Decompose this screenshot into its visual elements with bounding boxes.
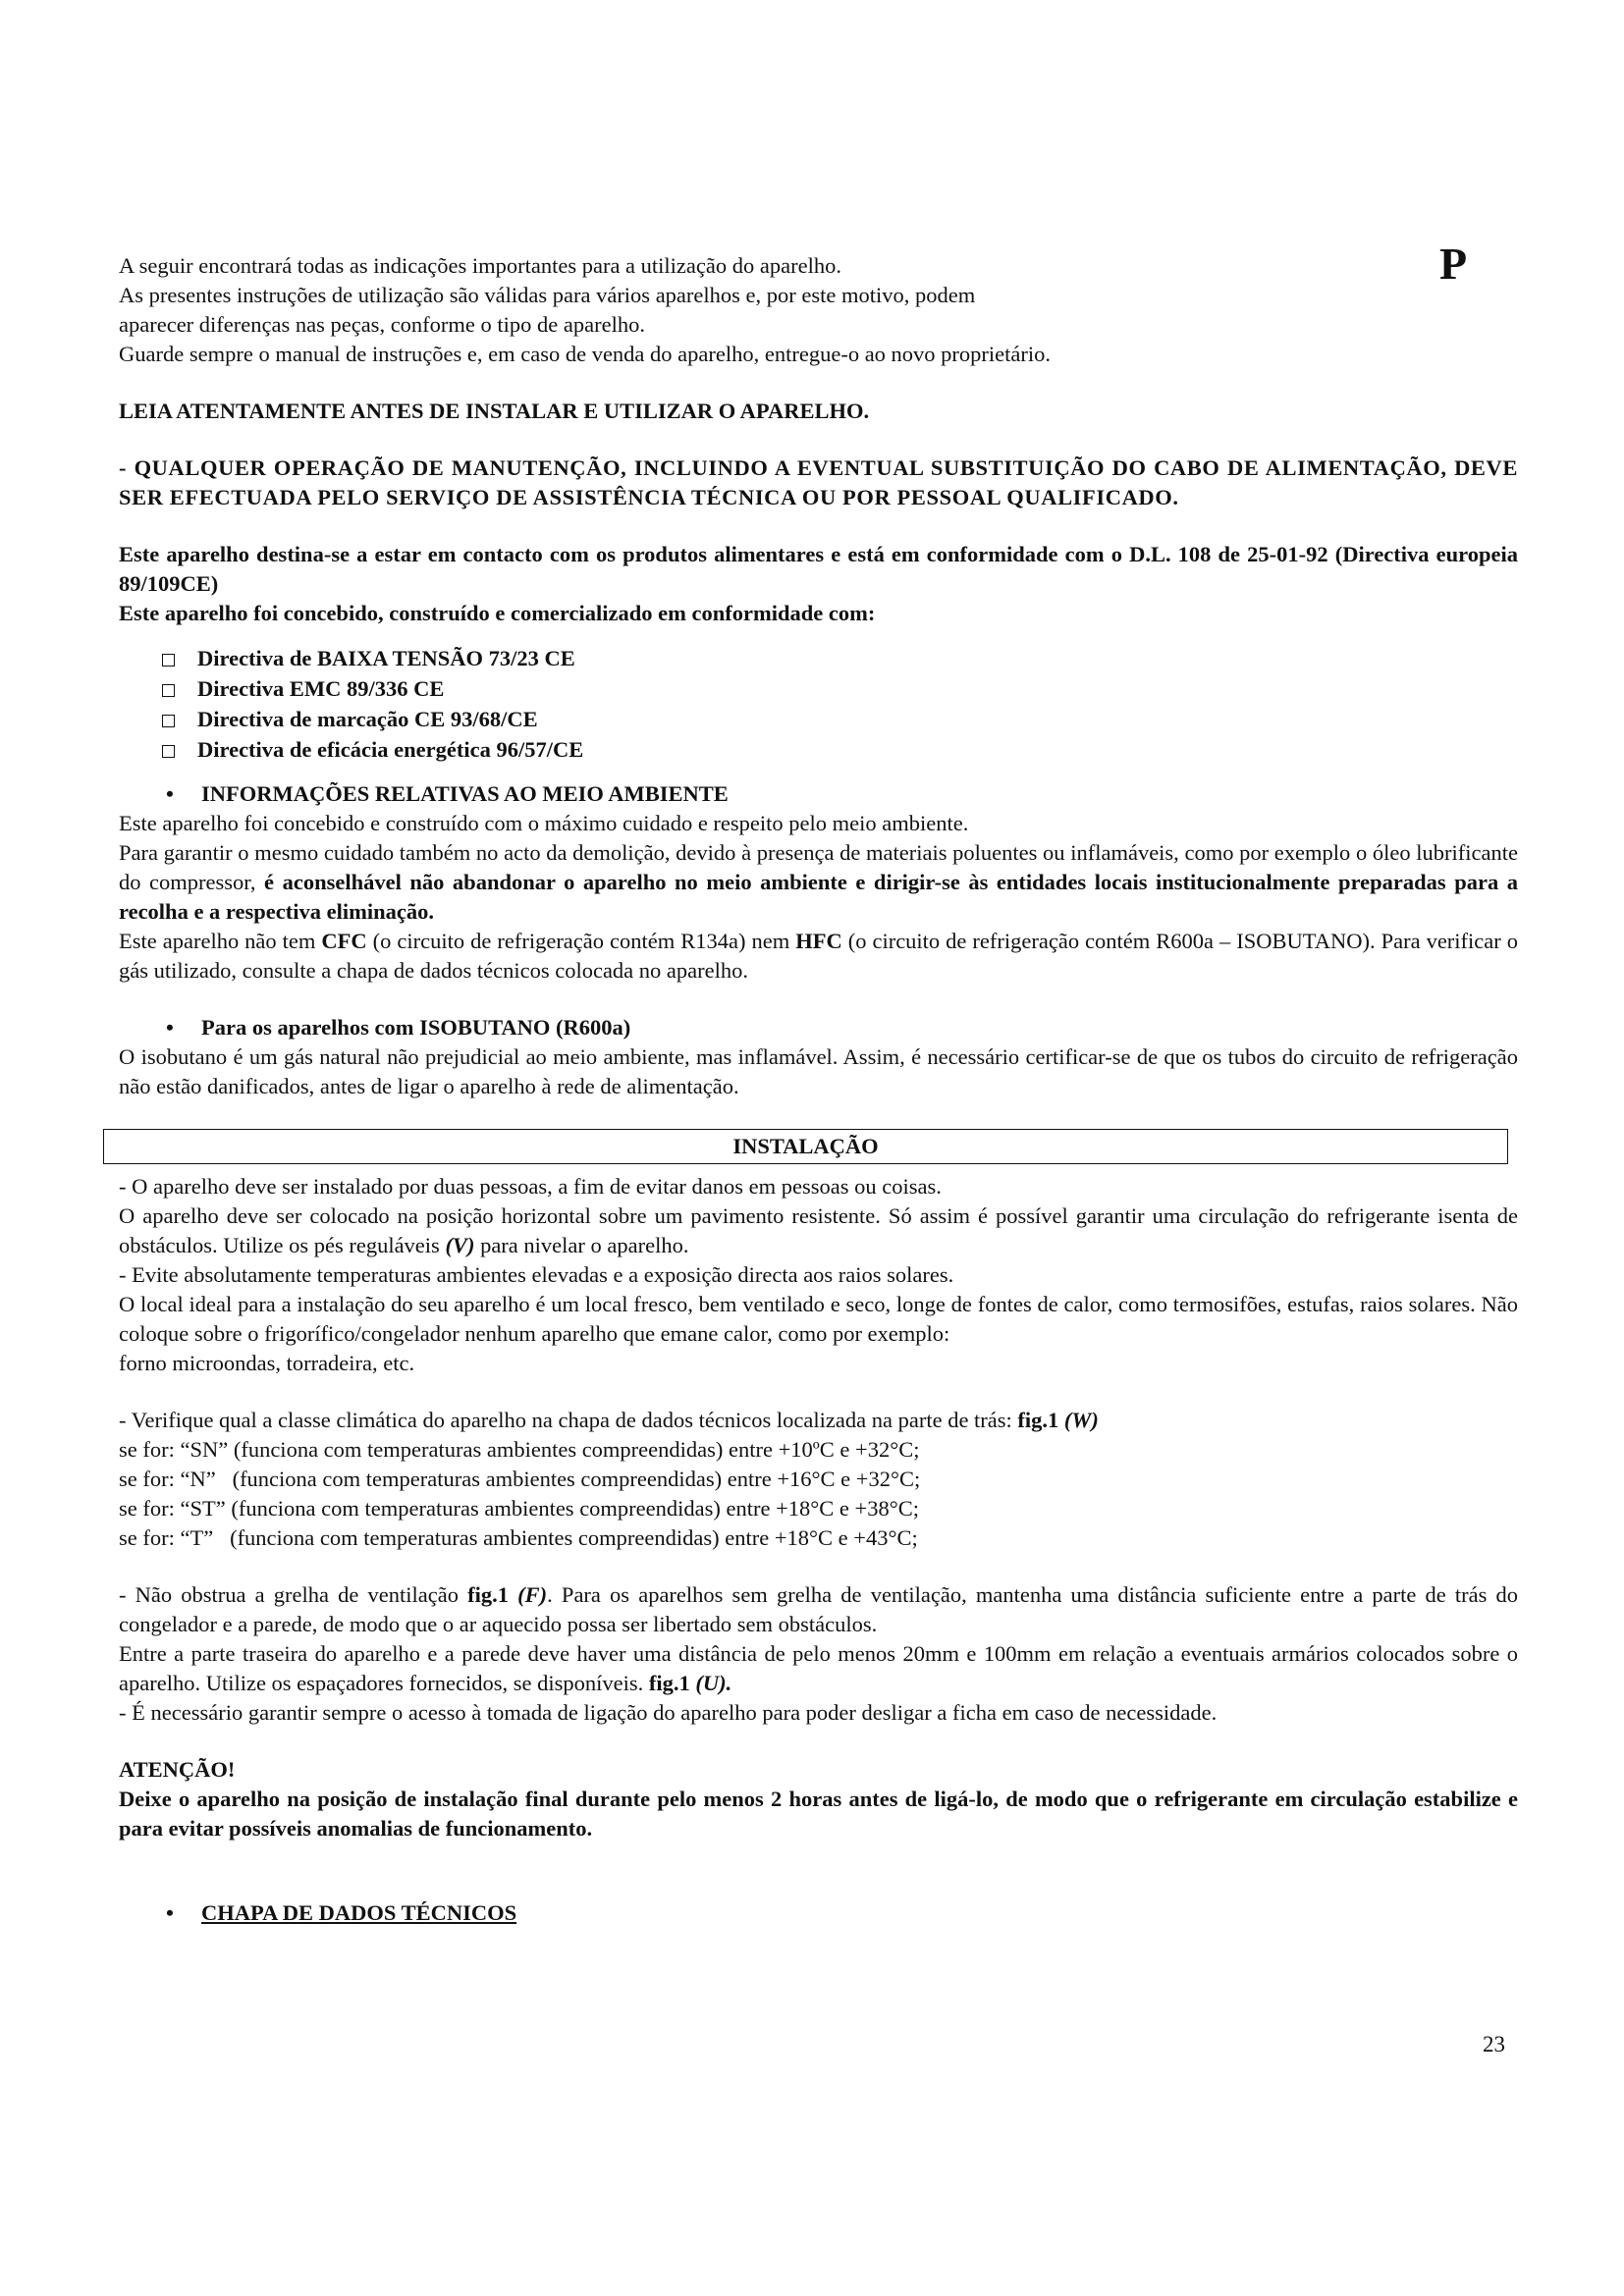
distance-text: Entre a parte traseira do aparelho e a parede deve haver uma distância de pelo menos 20mm e 100mm em relação a eventuais armários colocados sobre o aparelho. Utilize os espaçadores fornecidos, se disponíveis. fig.1 (U). — [119, 1641, 1518, 1695]
climate-class-line: se for: “T” (funciona com temperaturas ambientes compreendidas) entre +18°C e +43°C; — [119, 1525, 918, 1550]
environment-disposal: Para garantir o mesmo cuidado também no acto da demolição, devido à presença de materiais poluentes ou inflamáveis, como por exemplo o óleo lubrificante do compressor, é aconselhável não abandonar o aparelho no meio ambiente e dirigir-se às entidades locais institucionalmente preparadas para a recolha e a respectiva eliminação. — [119, 840, 1518, 924]
intro-line: Guarde sempre o manual de instruções e, em caso de venda do aparelho, entregue-o ao novo proprietário. — [119, 342, 1052, 366]
environment-text: Este aparelho foi concebido e construído com o máximo cuidado e respeito pelo meio ambiente. — [119, 811, 969, 835]
isobutane-text: O isobutano é um gás natural não prejudicial ao meio ambiente, mas inflamável. Assim, é necessário certificar-se de que os tubos do circuito de refrigeração não estão danificados, antes de ligar o aparelho à rede de alimentação. — [119, 1044, 1518, 1098]
ventilation-text: - Não obstrua a grelha de ventilação fig.1 (F). Para os aparelhos sem grelha de ventilação, mantenha uma distância suficiente entre a parte de trás do congelador e a parede, de modo que o ar aquecido possa ser libertado sem obstáculos. — [119, 1582, 1518, 1636]
directive-list — [119, 643, 1518, 765]
page-content — [119, 251, 1518, 1928]
socket-access-text: - É necessário garantir sempre o acesso à tomada de ligação do aparelho para poder desligar a ficha em caso de necessidade. — [119, 1700, 1218, 1725]
checkbox-square-icon — [162, 684, 175, 697]
intro-line: A seguir encontrará todas as indicações importantes para a utilização do aparelho. — [119, 253, 841, 278]
environment-heading: • INFORMAÇÕES RELATIVAS AO MEIO AMBIENTE — [119, 779, 1518, 809]
maintenance-warning: - QUALQUER OPERAÇÃO DE MANUTENÇÃO, INCLUINDO A EVENTUAL SUBSTITUIÇÃO DO CABO DE ALIMENTAÇÃO, DEVE SER EFECTUADA PELO SERVIÇO DE ASSISTÊNCIA TÉCNICA OU POR PESSOAL QUALIFICADO. — [119, 455, 1518, 509]
conformity-intro: Este aparelho foi concebido, construído e comercializado em conformidade com: — [119, 601, 876, 625]
checkbox-square-icon — [162, 715, 175, 727]
page-number: 23 — [1483, 2032, 1505, 2056]
attention-heading: ATENÇÃO! — [119, 1757, 236, 1782]
installation-line: - Evite absolutamente temperaturas ambientes elevadas e a exposição directa aos raios solares. — [119, 1262, 954, 1287]
data-plate-heading: • CHAPA DE DADOS TÉCNICOS — [119, 1898, 1518, 1928]
climate-class-intro: - Verifique qual a classe climática do aparelho na chapa de dados técnicos localizada na parte de trás: fig.1 (W) — [119, 1408, 1099, 1432]
directive-item: Directiva de marcação CE 93/68/CE — [162, 704, 1518, 734]
directive-item: Directiva de BAIXA TENSÃO 73/23 CE — [162, 643, 1518, 673]
installation-line: O local ideal para a instalação do seu aparelho é um local fresco, bem ventilado e seco, longe de fontes de calor, como termosifões, estufas, raios solares. Não coloque sobre o frigorífico/congelador nenhum aparelho que emane calor, como por exemplo: — [119, 1292, 1518, 1346]
installation-title: INSTALAÇÃO — [103, 1129, 1508, 1164]
climate-class-line: se for: “N” (funciona com temperaturas ambientes compreendidas) entre +16°C e +32°C; — [119, 1467, 921, 1491]
isobutane-heading: • Para os aparelhos com ISOBUTANO (R600a) — [119, 1013, 1518, 1042]
directive-item: Directiva EMC 89/336 CE — [162, 673, 1518, 704]
read-carefully-notice: LEIA ATENTAMENTE ANTES DE INSTALAR E UTILIZAR O APARELHO. — [119, 399, 870, 423]
installation-line: forno microondas, torradeira, etc. — [119, 1351, 415, 1375]
installation-line: - O aparelho deve ser instalado por duas pessoas, a fim de evitar danos em pessoas ou coisas. — [119, 1174, 942, 1199]
language-marker: P — [1439, 239, 1468, 289]
intro-line: As presentes instruções de utilização são válidas para vários aparelhos e, por este motivo, podem — [119, 283, 976, 307]
attention-text: Deixe o aparelho na posição de instalação final durante pelo menos 2 horas antes de ligá-lo, de modo que o refrigerante em circulação estabilize e para evitar possíveis anomalias de funcionamento. — [119, 1787, 1518, 1841]
conformity-food-contact: Este aparelho destina-se a estar em contacto com os produtos alimentares e está em conformidade com o D.L. 108 de 25-01-92 (Directiva europeia 89/109CE) — [119, 542, 1518, 596]
checkbox-square-icon — [162, 745, 175, 758]
environment-refrigerant: Este aparelho não tem CFC (o circuito de refrigeração contém R134a) nem HFC (o circuito de refrigeração contém R600a – ISOBUTANO). Para verificar o gás utilizado, consulte a chapa de dados técnicos colocada no aparelho. — [119, 929, 1519, 983]
climate-class-line: se for: “SN” (funciona com temperaturas ambientes compreendidas) entre +10ºC e +32°C; — [119, 1437, 920, 1462]
bullet-icon: • — [166, 1900, 174, 1925]
climate-class-line: se for: “ST” (funciona com temperaturas ambientes compreendidas) entre +18°C e +38°C; — [119, 1496, 919, 1521]
intro-line: aparecer diferenças nas peças, conforme o tipo de aparelho. — [119, 312, 645, 337]
bullet-icon: • — [166, 781, 174, 806]
directive-item: Directiva de eficácia energética 96/57/CE — [162, 734, 1518, 765]
installation-line: O aparelho deve ser colocado na posição horizontal sobre um pavimento resistente. Só assim é possível garantir uma circulação do refrigerante isenta de obstáculos. Utilize os pés reguláveis (V) para nivelar o aparelho. — [119, 1203, 1518, 1257]
checkbox-square-icon — [162, 654, 175, 667]
bullet-icon: • — [166, 1015, 174, 1040]
